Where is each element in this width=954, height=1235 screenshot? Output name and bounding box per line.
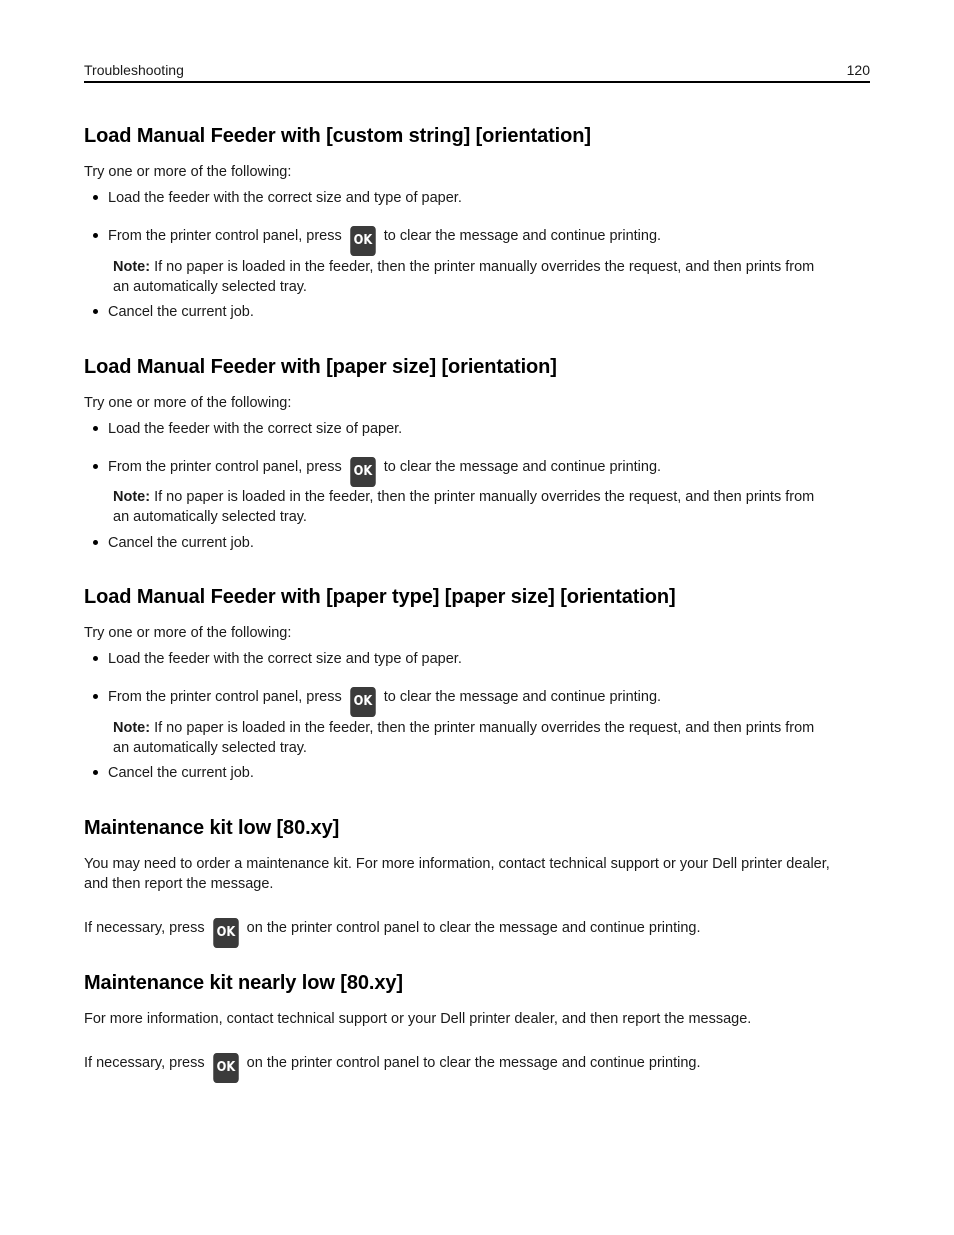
- section-heading: Maintenance kit low [80.xy]: [84, 817, 340, 839]
- body-line-1: For more information, contact technical support or your Dell printer dealer, and then report the message.: [84, 1011, 752, 1027]
- bullet-text: [108, 687, 661, 717]
- press-prefix: From the printer control panel, press: [108, 689, 342, 705]
- note-line-1: If no paper is loaded in the feeder, then the printer manually overrides the request, and then prints from: [154, 489, 815, 505]
- press-suffix: on the printer control panel to clear the message and continue printing.: [246, 920, 701, 936]
- body-line-1: You may need to order a maintenance kit. For more information, contact technical support or your Dell printer dealer,: [84, 856, 830, 872]
- ok-button-icon: OK: [350, 457, 376, 487]
- section-heading: Maintenance kit nearly low [80.xy]: [84, 972, 403, 994]
- bullet-text: Load the feeder with the correct size of paper.: [108, 421, 403, 437]
- page-number: 120: [846, 62, 870, 78]
- press-suffix: on the printer control panel to clear the message and continue printing.: [246, 1055, 701, 1071]
- bullet-text: [108, 457, 661, 487]
- note-label: Note:: [113, 489, 151, 505]
- note-text: [113, 718, 814, 738]
- bullet-text: Cancel the current job.: [108, 535, 254, 551]
- note-line-2: an automatically selected tray.: [113, 279, 307, 295]
- ok-button-icon: OK: [350, 226, 376, 256]
- press-line: [84, 918, 700, 948]
- bullet-text: Cancel the current job.: [108, 765, 254, 781]
- section-heading: Load Manual Feeder with [paper type] [paper size] [orientation]: [84, 586, 676, 608]
- note-text: [113, 487, 814, 507]
- press-suffix: to clear the message and continue printing.: [383, 459, 662, 475]
- bullet-icon: [93, 195, 98, 200]
- intro-text: Try one or more of the following:: [84, 164, 292, 180]
- bullet-icon: [93, 770, 98, 775]
- bullet-icon: [93, 656, 98, 661]
- press-prefix: From the printer control panel, press: [108, 228, 342, 244]
- ok-button-icon: OK: [213, 918, 239, 948]
- page-header: [84, 60, 870, 83]
- bullet-text: Load the feeder with the correct size and type of paper.: [108, 651, 462, 667]
- press-suffix: to clear the message and continue printing.: [383, 228, 662, 244]
- note-line-1: If no paper is loaded in the feeder, then the printer manually overrides the request, and then prints from: [154, 259, 815, 275]
- header-title: Troubleshooting: [84, 62, 184, 78]
- press-line: [84, 1053, 700, 1083]
- bullet-icon: [93, 540, 98, 545]
- bullet-icon: [93, 309, 98, 314]
- note-label: Note:: [113, 259, 151, 275]
- ok-button-icon: OK: [350, 687, 376, 717]
- bullet-text: [108, 226, 661, 256]
- press-suffix: to clear the message and continue printing.: [383, 689, 662, 705]
- bullet-icon: [93, 426, 98, 431]
- note-text: [113, 257, 814, 277]
- note-line-1: If no paper is loaded in the feeder, then the printer manually overrides the request, and then prints from: [154, 720, 815, 736]
- press-prefix: From the printer control panel, press: [108, 459, 342, 475]
- note-line-2: an automatically selected tray.: [113, 509, 307, 525]
- bullet-text: Cancel the current job.: [108, 304, 254, 320]
- section-heading: Load Manual Feeder with [paper size] [orientation]: [84, 356, 557, 378]
- intro-text: Try one or more of the following:: [84, 625, 292, 641]
- press-prefix: If necessary, press: [84, 1055, 205, 1071]
- note-label: Note:: [113, 720, 151, 736]
- bullet-icon: [93, 233, 98, 238]
- intro-text: Try one or more of the following:: [84, 395, 292, 411]
- body-line-2: and then report the message.: [84, 876, 274, 892]
- ok-button-icon: OK: [213, 1053, 239, 1083]
- note-line-2: an automatically selected tray.: [113, 740, 307, 756]
- section-heading: Load Manual Feeder with [custom string] [orientation]: [84, 125, 591, 147]
- bullet-icon: [93, 464, 98, 469]
- press-prefix: If necessary, press: [84, 920, 205, 936]
- bullet-text: Load the feeder with the correct size and type of paper.: [108, 190, 462, 206]
- bullet-icon: [93, 694, 98, 699]
